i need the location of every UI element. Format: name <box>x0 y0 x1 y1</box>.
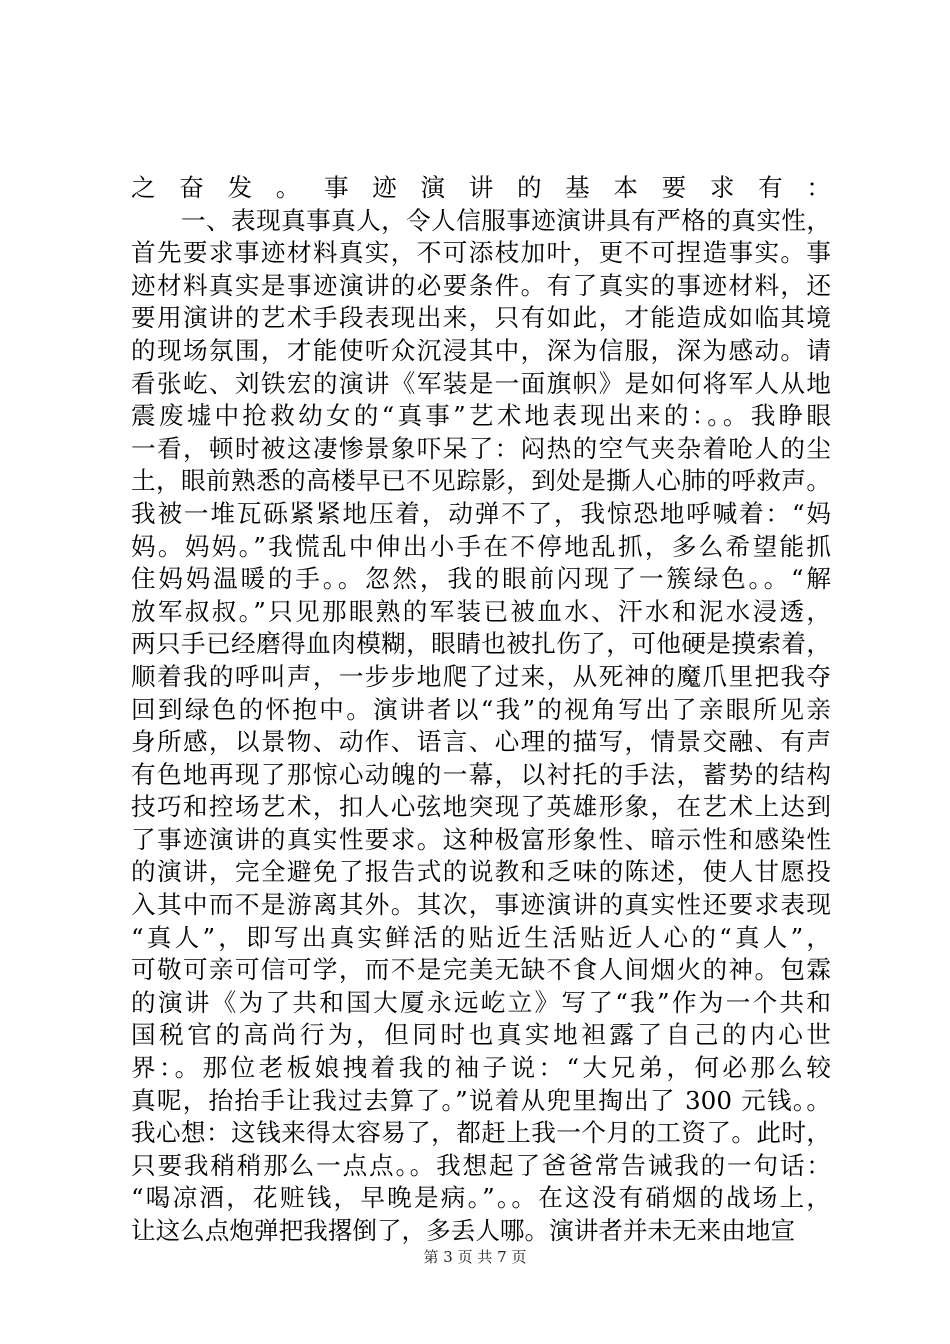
text-line: 身所感，以景物、动作、语言、心理的描写，情景交融、有声 <box>131 727 831 757</box>
text-line: 我心想：这钱来得太容易了，都赶上我一个月的工资了。此时， <box>131 1118 831 1148</box>
text-line: 入其中而不是游离其外。其次，事迹演讲的真实性还要求表现 <box>131 890 831 920</box>
page-number-label: 第 3 页 共 7 页 <box>423 1248 527 1266</box>
text-line: “喝凉酒，花赃钱，早晚是病。”。。在这没有硝烟的战场上， <box>131 1183 831 1213</box>
text-line: 只要我稍稍那么一点点。。我想起了爸爸常告诫我的一句话： <box>131 1150 831 1180</box>
text-line: 土，眼前熟悉的高楼早已不见踪影，到处是撕人心肺的呼救声。 <box>131 466 831 496</box>
document-body <box>131 172 831 1248</box>
text-line: 我被一堆瓦砾紧紧地压着，动弹不了，我惊恐地呼喊着：“妈 <box>131 498 831 528</box>
text-line: 国税官的高尚行为，但同时也真实地袒露了自己的内心世 <box>131 1020 831 1050</box>
text-line: 放军叔叔。”只见那眼熟的军装已被血水、汗水和泥水浸透， <box>131 596 831 626</box>
text-line: 住妈妈温暖的手。。忽然，我的眼前闪现了一簇绿色。。“解 <box>131 564 831 594</box>
text-line: 技巧和控场艺术，扣人心弦地突现了英雄形象，在艺术上达到 <box>131 792 831 822</box>
text-line: 回到绿色的怀抱中。演讲者以“我”的视角写出了亲眼所见亲 <box>131 694 831 724</box>
text-line: 首先要求事迹材料真实，不可添枝加叶，更不可捏造事实。事 <box>131 238 831 268</box>
text-line: 了事迹演讲的真实性要求。这种极富形象性、暗示性和感染性 <box>131 824 831 854</box>
text-line: 看张屹、刘铁宏的演讲《军装是一面旗帜》是如何将军人从地 <box>131 368 831 398</box>
text-line: 迹材料真实是事迹演讲的必要条件。有了真实的事迹材料，还 <box>131 270 831 300</box>
text-line: “真人”，即写出真实鲜活的贴近生活贴近人心的“真人”， <box>131 922 831 952</box>
text-line: 震废墟中抢救幼女的“真事”艺术地表现出来的：。。我睁眼 <box>131 401 831 431</box>
text-line: 妈。妈妈。”我慌乱中伸出小手在不停地乱抓，多么希望能抓 <box>131 531 831 561</box>
text-line: 可敬可亲可信可学，而不是完美无缺不食人间烟火的神。包霖 <box>131 955 831 985</box>
text-line: 要用演讲的艺术手段表现出来，只有如此，才能造成如临其境 <box>131 303 831 333</box>
text-line: 顺着我的呼叫声，一步步地爬了过来，从死神的魔爪里把我夺 <box>131 661 831 691</box>
page-footer <box>0 1246 950 1267</box>
text-line: 让这么点炮弹把我撂倒了，多丢人哪。演讲者并未无来由地宣 <box>131 1216 796 1245</box>
text-line: 的现场氛围，才能使听众沉浸其中，深为信服，深为感动。请 <box>131 335 831 365</box>
text-line: 的演讲，完全避免了报告式的说教和乏味的陈述，使人甘愿投 <box>131 857 831 887</box>
text-line: 之奋发。事迹演讲的基本要求有： <box>131 173 831 202</box>
text-line: 的演讲《为了共和国大厦永远屹立》写了“我”作为一个共和 <box>131 987 831 1017</box>
text-line: 一、表现真事真人，令人信服事迹演讲具有严格的真实性， <box>131 205 831 235</box>
text-line: 界：。那位老板娘拽着我的袖子说：“大兄弟，何必那么较 <box>131 1053 831 1083</box>
text-line: 真呢，抬抬手让我过去算了。”说着从兜里掏出了 300 元钱。。 <box>131 1085 831 1115</box>
text-line: 有色地再现了那惊心动魄的一幕，以衬托的手法，蓄势的结构 <box>131 759 831 789</box>
text-line: 两只手已经磨得血肉模糊，眼睛也被扎伤了，可他硬是摸索着， <box>131 629 831 659</box>
text-line: 一看，顿时被这凄惨景象吓呆了：闷热的空气夹杂着呛人的尘 <box>131 433 831 463</box>
